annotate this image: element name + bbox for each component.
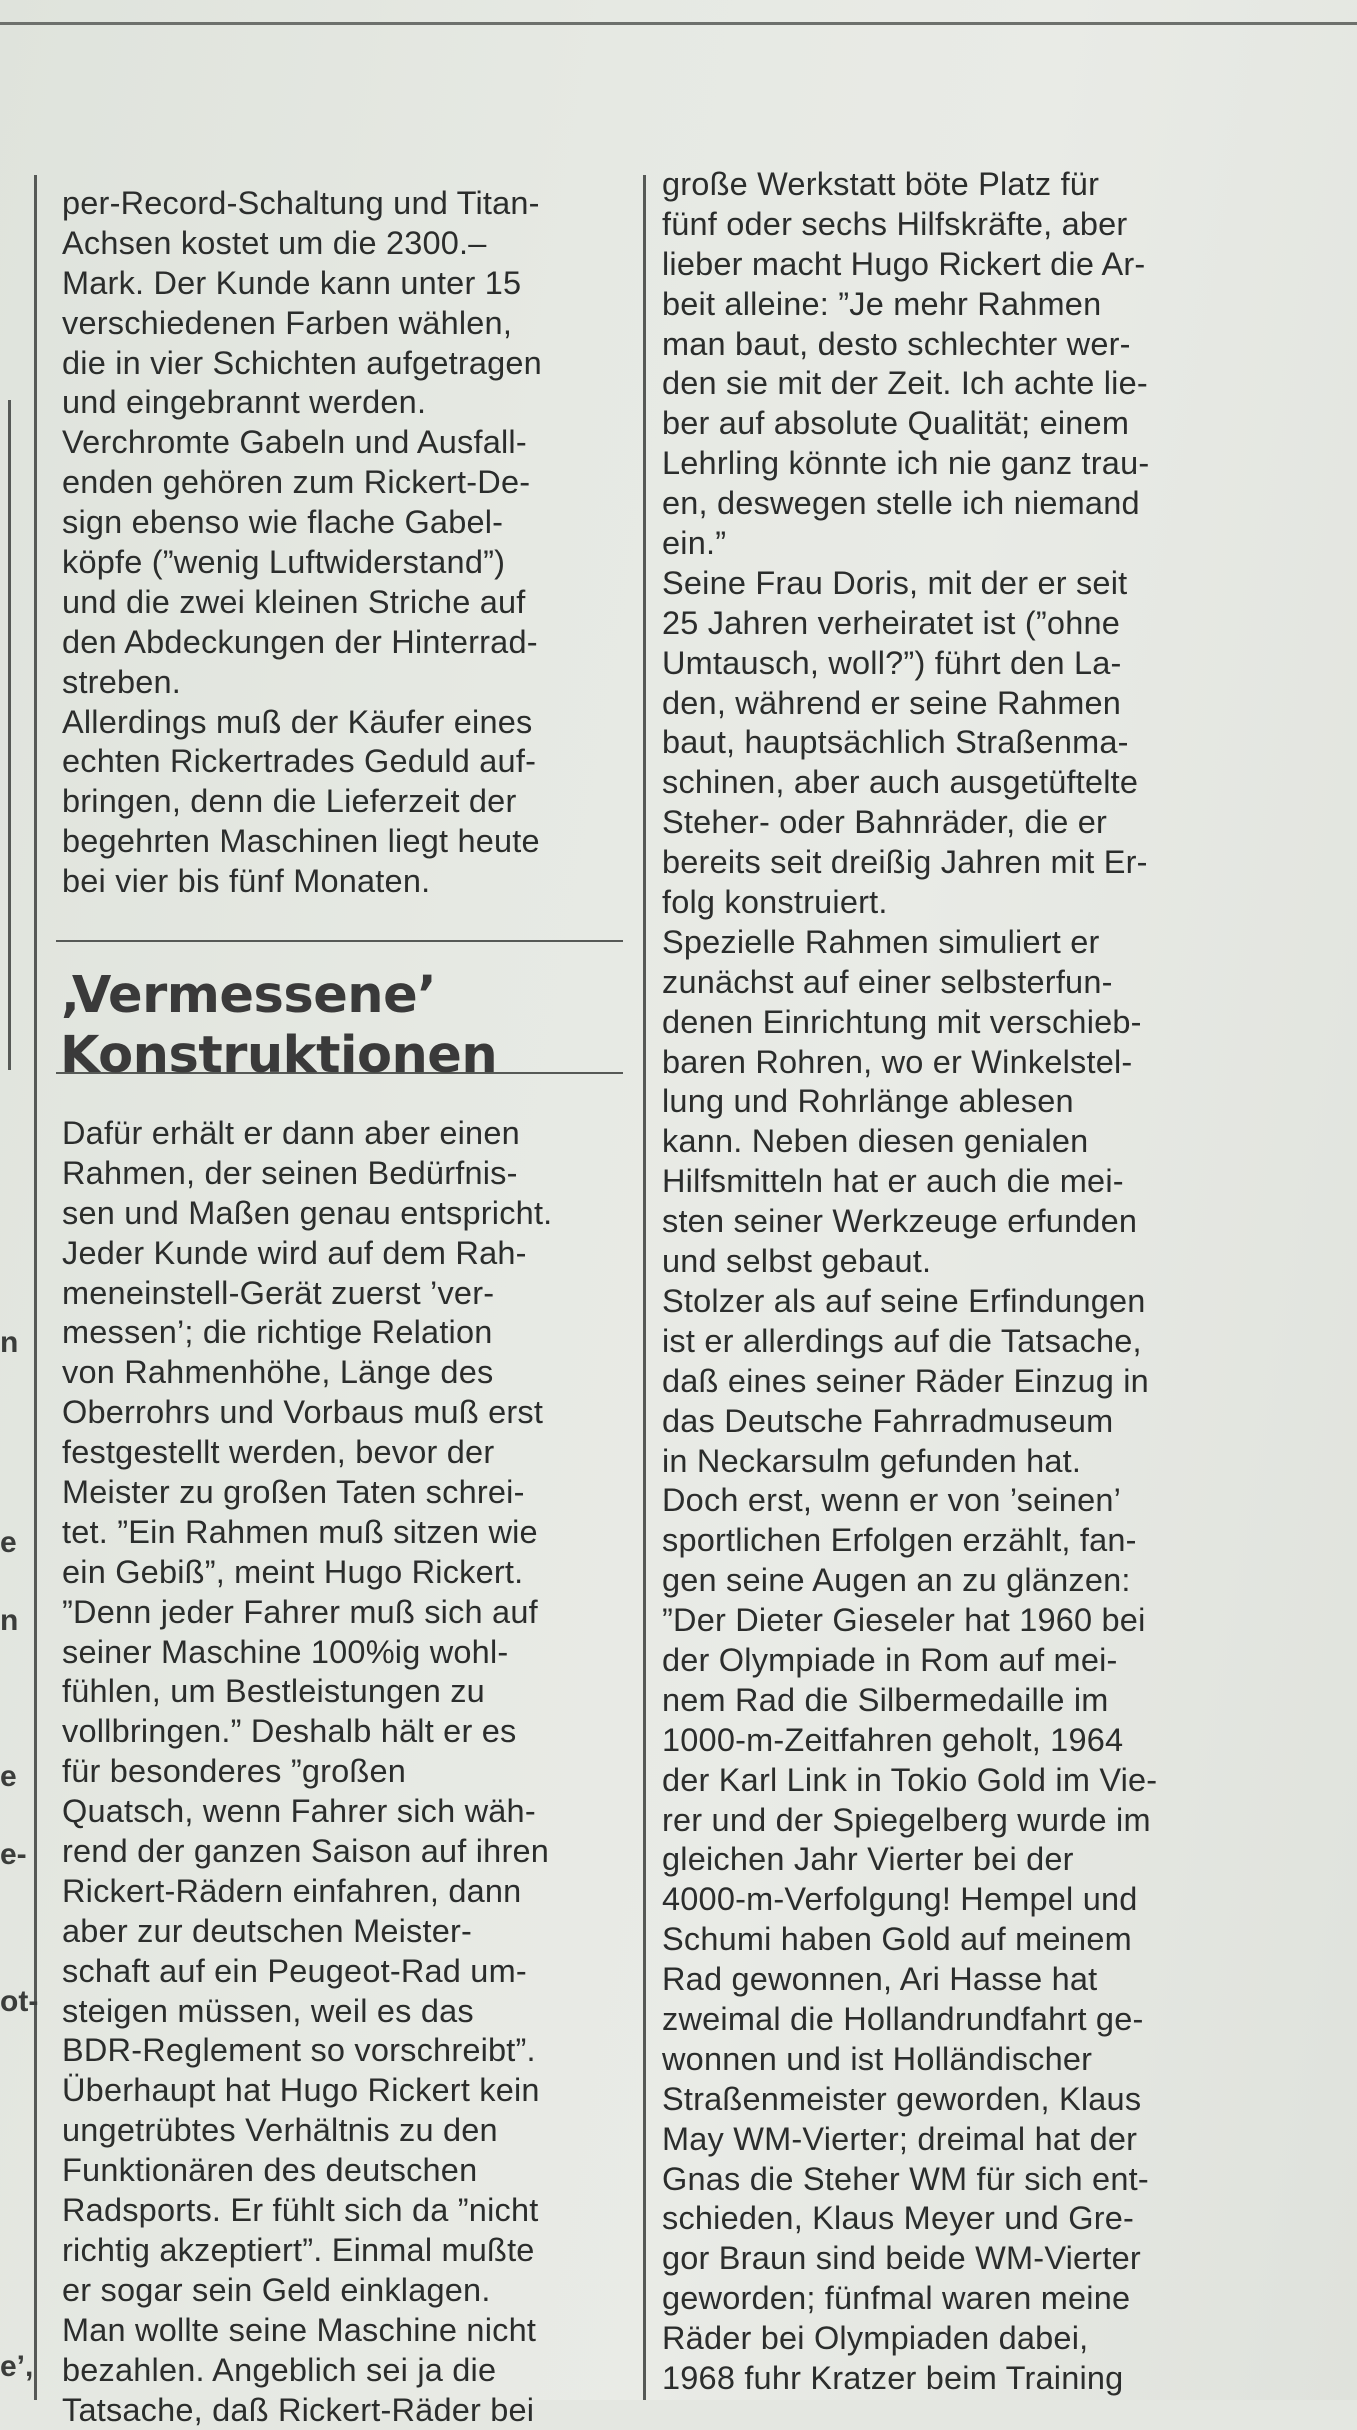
heading-line: ‚Vermessene’ <box>60 966 497 1026</box>
text-line: 25 Jahren verheiratet ist (”ohne <box>662 604 1157 644</box>
text-line: Achsen kostet um die 2300.– <box>62 224 542 264</box>
text-line: lung und Rohrlänge ablesen <box>662 1082 1157 1122</box>
text-line: die in vier Schichten aufgetragen <box>62 344 542 384</box>
text-line: ist er allerdings auf die Tatsache, <box>662 1322 1157 1362</box>
text-line: Überhaupt hat Hugo Rickert kein <box>62 2071 552 2111</box>
text-line: Lehrling könnte ich nie ganz trau- <box>662 444 1157 484</box>
text-line: BDR-Reglement so vorschreibt”. <box>62 2031 552 2071</box>
margin-fragment: n <box>0 1604 18 1638</box>
text-line: begehrten Maschinen liegt heute <box>62 822 542 862</box>
text-line: Umtausch, woll?”) führt den La- <box>662 644 1157 684</box>
text-line: folg konstruiert. <box>662 883 1157 923</box>
text-line: messen’; die richtige Relation <box>62 1313 552 1353</box>
text-line: fühlen, um Bestleistungen zu <box>62 1672 552 1712</box>
text-line: ungetrübtes Verhältnis zu den <box>62 2111 552 2151</box>
heading-line: Konstruktionen <box>60 1026 497 1086</box>
text-line: meneinstell-Gerät zuerst ’ver- <box>62 1274 552 1314</box>
text-line: ”Der Dieter Gieseler hat 1960 bei <box>662 1601 1157 1641</box>
text-line: Doch erst, wenn er von ’seinen’ <box>662 1481 1157 1521</box>
text-line: baren Rohren, wo er Winkelstel- <box>662 1043 1157 1083</box>
text-line: zunächst auf einer selbsterfun- <box>662 963 1157 1003</box>
text-line: verschiedenen Farben wählen, <box>62 304 542 344</box>
left-column-top-text <box>62 184 542 902</box>
text-line: 1000-m-Zeitfahren geholt, 1964 <box>662 1721 1157 1761</box>
text-line: bei vier bis fünf Monaten. <box>62 862 542 902</box>
text-line: 4000-m-Verfolgung! Hempel und <box>662 1880 1157 1920</box>
text-line: Spezielle Rahmen simuliert er <box>662 923 1157 963</box>
text-line: Gnas die Steher WM für sich ent- <box>662 2160 1157 2200</box>
text-line: bezahlen. Angeblich sei ja die <box>62 2351 552 2391</box>
text-line: rer und der Spiegelberg wurde im <box>662 1801 1157 1841</box>
text-line: Seine Frau Doris, mit der er seit <box>662 564 1157 604</box>
text-line: den Abdeckungen der Hinterrad- <box>62 623 542 663</box>
text-line: seiner Maschine 100%ig wohl- <box>62 1633 552 1673</box>
text-line: Hilfsmitteln hat er auch die mei- <box>662 1162 1157 1202</box>
text-line: kann. Neben diesen genialen <box>662 1122 1157 1162</box>
text-line: Räder bei Olympiaden dabei, <box>662 2319 1157 2359</box>
text-line: echten Rickertrades Geduld auf- <box>62 742 542 782</box>
text-line: schaft auf ein Peugeot-Rad um- <box>62 1952 552 1992</box>
text-line: bereits seit dreißig Jahren mit Er- <box>662 843 1157 883</box>
text-line: Quatsch, wenn Fahrer sich wäh- <box>62 1792 552 1832</box>
text-line: rend der ganzen Saison auf ihren <box>62 1832 552 1872</box>
text-line: ber auf absolute Qualität; einem <box>662 404 1157 444</box>
margin-fragment: ot- <box>0 1985 38 2019</box>
margin-fragment: e <box>0 1760 17 1794</box>
text-line: das Deutsche Fahrradmuseum <box>662 1402 1157 1442</box>
margin-fragment: e- <box>0 1838 27 1872</box>
text-line: beit alleine: ”Je mehr Rahmen <box>662 285 1157 325</box>
text-line: geworden; fünfmal waren meine <box>662 2279 1157 2319</box>
text-line: den, während er seine Rahmen <box>662 684 1157 724</box>
left-column-bottom-text <box>62 1114 552 2430</box>
text-line: aber zur deutschen Meister- <box>62 1912 552 1952</box>
heading-rule-top <box>56 940 623 942</box>
text-line: und die zwei kleinen Striche auf <box>62 583 542 623</box>
text-line: Rickert-Rädern einfahren, dann <box>62 1872 552 1912</box>
text-line: Jeder Kunde wird auf dem Rah- <box>62 1234 552 1274</box>
text-line: streben. <box>62 663 542 703</box>
text-line: per-Record-Schaltung und Titan- <box>62 184 542 224</box>
text-line: bringen, denn die Lieferzeit der <box>62 782 542 822</box>
text-line: steigen müssen, weil es das <box>62 1992 552 2032</box>
text-line: Mark. Der Kunde kann unter 15 <box>62 264 542 304</box>
text-line: vollbringen.” Deshalb hält er es <box>62 1712 552 1752</box>
text-line: en, deswegen stelle ich niemand <box>662 484 1157 524</box>
text-line: ein.” <box>662 524 1157 564</box>
text-line: tet. ”Ein Rahmen muß sitzen wie <box>62 1513 552 1553</box>
margin-fragment: e’, <box>0 2350 33 2384</box>
text-line: ein Gebiß”, meint Hugo Rickert. <box>62 1553 552 1593</box>
text-line: er sogar sein Geld einklagen. <box>62 2271 552 2311</box>
text-line: Steher- oder Bahnräder, die er <box>662 803 1157 843</box>
text-line: nem Rad die Silbermedaille im <box>662 1681 1157 1721</box>
text-line: Oberrohrs und Vorbaus muß erst <box>62 1393 552 1433</box>
text-line: wonnen und ist Holländischer <box>662 2040 1157 2080</box>
text-line: festgestellt werden, bevor der <box>62 1433 552 1473</box>
text-line: gor Braun sind beide WM-Vierter <box>662 2239 1157 2279</box>
text-line: Straßenmeister geworden, Klaus <box>662 2080 1157 2120</box>
text-line: Verchromte Gabeln und Ausfall- <box>62 423 542 463</box>
text-line: der Karl Link in Tokio Gold im Vie- <box>662 1761 1157 1801</box>
text-line: schinen, aber auch ausgetüftelte <box>662 763 1157 803</box>
text-line: 1968 fuhr Kratzer beim Training <box>662 2359 1157 2399</box>
text-line: gleichen Jahr Vierter bei der <box>662 1840 1157 1880</box>
text-line: sten seiner Werkzeuge erfunden <box>662 1202 1157 1242</box>
text-line: große Werkstatt böte Platz für <box>662 165 1157 205</box>
text-line: in Neckarsulm gefunden hat. <box>662 1442 1157 1482</box>
text-line: und selbst gebaut. <box>662 1242 1157 1282</box>
text-line: für besonderes ”großen <box>62 1752 552 1792</box>
text-line: von Rahmenhöhe, Länge des <box>62 1353 552 1393</box>
left-edge-rule <box>8 400 11 1070</box>
text-line: Radsports. Er fühlt sich da ”nicht <box>62 2191 552 2231</box>
margin-fragment: n <box>0 1326 18 1360</box>
text-line: schieden, Klaus Meyer und Gre- <box>662 2199 1157 2239</box>
text-line: Schumi haben Gold auf meinem <box>662 1920 1157 1960</box>
text-line: gen seine Augen an zu glänzen: <box>662 1561 1157 1601</box>
text-line: Meister zu großen Taten schrei- <box>62 1473 552 1513</box>
text-line: und eingebrannt werden. <box>62 383 542 423</box>
text-line: Allerdings muß der Käufer eines <box>62 703 542 743</box>
text-line: man baut, desto schlechter wer- <box>662 325 1157 365</box>
text-line: der Olympiade in Rom auf mei- <box>662 1641 1157 1681</box>
right-column-text <box>662 165 1157 2399</box>
text-line: ”Denn jeder Fahrer muß sich auf <box>62 1593 552 1633</box>
text-line: den sie mit der Zeit. Ich achte lie- <box>662 364 1157 404</box>
text-line: Funktionären des deutschen <box>62 2151 552 2191</box>
text-line: Rahmen, der seinen Bedürfnis- <box>62 1154 552 1194</box>
text-line: Man wollte seine Maschine nicht <box>62 2311 552 2351</box>
text-line: Tatsache, daß Rickert-Räder bei <box>62 2391 552 2430</box>
top-rule <box>0 22 1357 25</box>
text-line: Dafür erhält er dann aber einen <box>62 1114 552 1154</box>
text-line: sign ebenso wie flache Gabel- <box>62 503 542 543</box>
text-line: sen und Maßen genau entspricht. <box>62 1194 552 1234</box>
text-line: köpfe (”wenig Luftwiderstand”) <box>62 543 542 583</box>
column-rule-middle <box>643 175 646 2400</box>
margin-fragment: e <box>0 1526 17 1560</box>
text-line: zweimal die Hollandrundfahrt ge- <box>662 2000 1157 2040</box>
text-line: sportlichen Erfolgen erzählt, fan- <box>662 1521 1157 1561</box>
section-heading <box>60 966 497 1086</box>
text-line: fünf oder sechs Hilfskräfte, aber <box>662 205 1157 245</box>
text-line: baut, hauptsächlich Straßenma- <box>662 723 1157 763</box>
text-line: May WM-Vierter; dreimal hat der <box>662 2120 1157 2160</box>
text-line: enden gehören zum Rickert-De- <box>62 463 542 503</box>
text-line: richtig akzeptiert”. Einmal mußte <box>62 2231 552 2271</box>
text-line: Stolzer als auf seine Erfindungen <box>662 1282 1157 1322</box>
text-line: daß eines seiner Räder Einzug in <box>662 1362 1157 1402</box>
text-line: denen Einrichtung mit verschieb- <box>662 1003 1157 1043</box>
text-line: Rad gewonnen, Ari Hasse hat <box>662 1960 1157 2000</box>
text-line: lieber macht Hugo Rickert die Ar- <box>662 245 1157 285</box>
column-rule-left <box>34 175 37 2400</box>
